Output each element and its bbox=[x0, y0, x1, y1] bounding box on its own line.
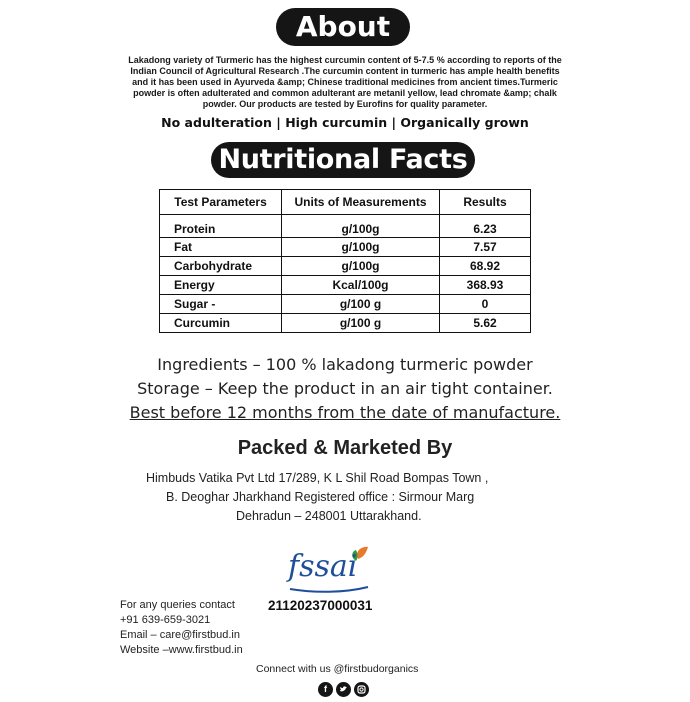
about-line: and it has been used in Ayurveda &amp; Chinese traditional medicines from ancient times.Turmeric bbox=[132, 77, 558, 87]
result-cell: 68.92 bbox=[440, 257, 531, 276]
fssai-logo bbox=[284, 545, 374, 595]
header-results: Results bbox=[440, 190, 531, 215]
contact-phone[interactable]: +91 639-659-3021 bbox=[120, 614, 211, 626]
address-line: Dehradun – 248001 Uttarakhand. bbox=[236, 509, 422, 523]
about-title: About bbox=[276, 8, 410, 46]
product-tagline: No adulteration | High curcumin | Organically grown bbox=[161, 115, 529, 130]
table-row bbox=[160, 276, 531, 295]
contact-email[interactable]: Email – care@firstbud.in bbox=[120, 629, 240, 641]
fssai-license-number: 21120237000031 bbox=[268, 598, 373, 613]
param-cell: Curcumin bbox=[160, 314, 282, 333]
contact-website[interactable]: Website –www.firstbud.in bbox=[120, 644, 243, 656]
nutrition-table bbox=[159, 189, 531, 333]
facebook-icon[interactable]: f bbox=[318, 682, 333, 697]
unit-cell: Kcal/100g bbox=[282, 276, 440, 295]
storage-text: Storage – Keep the product in an air tight container. bbox=[137, 379, 553, 398]
result-cell: 5.62 bbox=[440, 314, 531, 333]
table-row bbox=[160, 257, 531, 276]
unit-cell: g/100g bbox=[282, 257, 440, 276]
result-cell: 7.57 bbox=[440, 238, 531, 257]
packed-marketed-title: Packed & Marketed By bbox=[237, 437, 453, 459]
table-row bbox=[160, 215, 531, 238]
about-line: powder. Our products are tested by Eurofins for quality parameter. bbox=[202, 99, 488, 109]
table-header-row bbox=[160, 190, 531, 215]
param-cell: Energy bbox=[160, 276, 282, 295]
result-cell: 368.93 bbox=[440, 276, 531, 295]
result-cell: 6.23 bbox=[440, 215, 531, 238]
twitter-icon[interactable] bbox=[336, 682, 351, 697]
about-line: Lakadong variety of Turmeric has the highest curcumin content of 5-7.5 % according to reports of the bbox=[128, 55, 562, 65]
table-row bbox=[160, 314, 531, 333]
unit-cell: g/100g bbox=[282, 215, 440, 238]
about-description bbox=[112, 55, 578, 110]
unit-cell: g/100 g bbox=[282, 295, 440, 314]
nutritional-facts-title: Nutritional Facts bbox=[211, 142, 475, 178]
about-line: Indian Council of Agricultural Research .The curcumin content in turmeric has ample health benefits bbox=[130, 66, 560, 76]
ingredients-text: Ingredients – 100 % lakadong turmeric powder bbox=[157, 355, 533, 374]
instagram-icon[interactable] bbox=[354, 682, 369, 697]
param-cell: Fat bbox=[160, 238, 282, 257]
unit-cell: g/100 g bbox=[282, 314, 440, 333]
about-line: powder is often adulterated and common adulterant are metanil yellow, lead chromate &amp; chalk bbox=[133, 88, 557, 98]
header-units: Units of Measurements bbox=[282, 190, 440, 215]
address-line: Himbuds Vatika Pvt Ltd 17/289, K L Shil Road Bompas Town , bbox=[146, 471, 489, 485]
param-cell: Carbohydrate bbox=[160, 257, 282, 276]
fssai-wordmark: fssai bbox=[288, 549, 358, 584]
table-row bbox=[160, 295, 531, 314]
header-test-parameters: Test Parameters bbox=[160, 190, 282, 215]
result-cell: 0 bbox=[440, 295, 531, 314]
param-cell: Protein bbox=[160, 215, 282, 238]
social-connect-text: Connect with us @firstbudorganics bbox=[256, 663, 419, 675]
param-cell: Sugar - bbox=[160, 295, 282, 314]
best-before-text: Best before 12 months from the date of manufacture. bbox=[129, 403, 561, 422]
unit-cell: g/100g bbox=[282, 238, 440, 257]
contact-heading: For any queries contact bbox=[120, 599, 235, 611]
address-line: B. Deoghar Jharkhand Registered office : Sirmour Marg bbox=[166, 490, 475, 504]
table-row bbox=[160, 238, 531, 257]
